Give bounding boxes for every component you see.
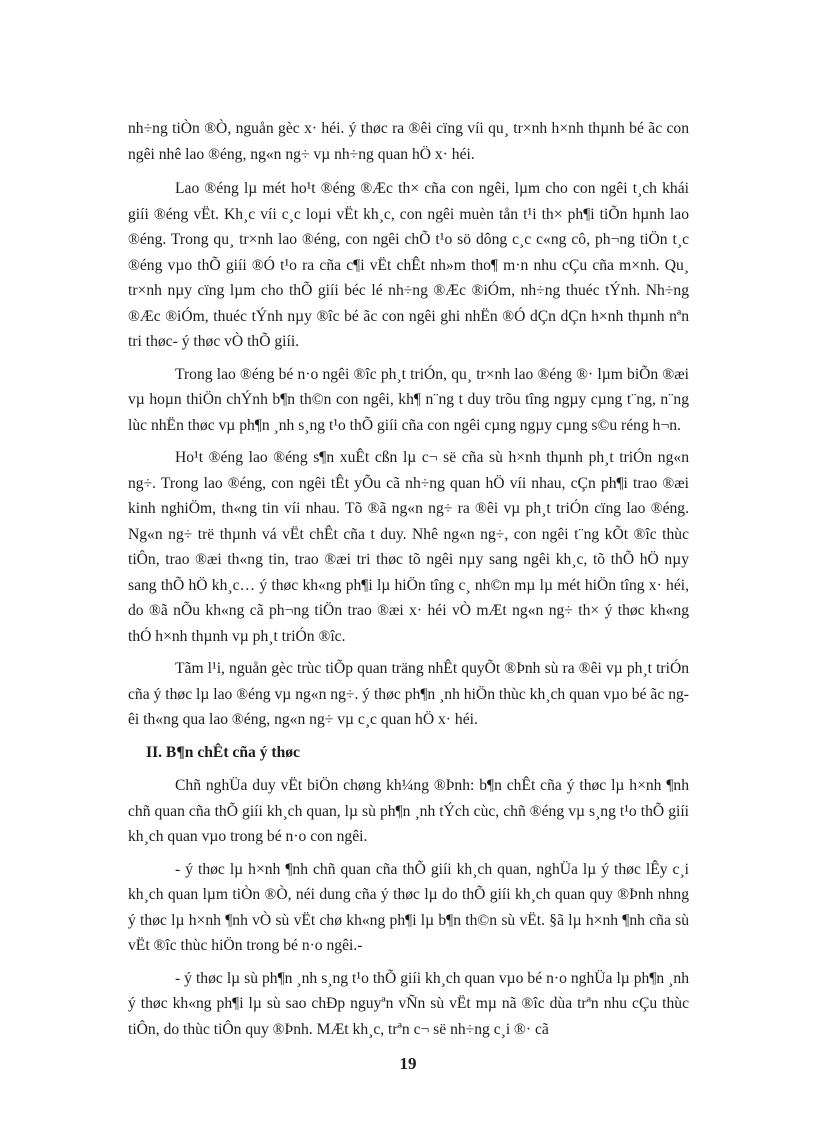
paragraph-6: Chñ nghÜa duy vËt biÖn chøng kh¼ng ®Þnh: b¶n chÊt cña ý thøc lµ h×nh ¶nh chñ quan cña thÕ giíi kh¸ch quan, lµ sù ph¶n ¸nh tÝch cùc, chñ ®éng vµ s¸ng t¹o thÕ giíi kh¸ch quan vµo trong bé n·o con ngêi. (128, 777, 689, 845)
paragraph-2: Lao ®éng lµ mét ho¹t ®éng ®Æc th× cña con ngêi, lµm cho con ngêi t¸ch khái giíi ®éng vËt. Kh¸c víi c¸c loµi vËt kh¸c, con ngêi muèn tån t¹i th× ph¶i tiÕn hµnh lao ®éng. Trong qu¸ tr×nh lao ®éng, con ngêi chÕ t¹o sö dông c¸c c«ng cô, ph¬ng tiÖn t¸c ®éng vµo thÕ giíi ®Ó t¹o ra cña c¶i vËt chÊt nh»m tho¶ m·n nhu cÇu cña m×nh. Qu¸ tr×nh nµy cïng lµm cho thÕ giíi béc lé nh÷ng ®Æc ®iÓm, nh÷ng thuéc tÝnh. Nh÷ng ®Æc ®iÓm, thuéc tÝnh nµy ®îc bé ãc con ngêi ghi nhËn ®Ó dÇn dÇn h×nh thµnh nªn tri thøc- ý thøc vÒ thÕ giíi. (128, 180, 689, 350)
paragraph-8: - ý thøc lµ sù ph¶n ¸nh s¸ng t¹o thÕ giíi kh¸ch quan vµo bé n·o nghÜa lµ ph¶n ¸nh ý thøc kh«ng ph¶i lµ sù sao chÐp nguyªn vÑn sù vËt mµ nã ®îc dùa trªn nhu cÇu thùc tiÔn, do thùc tiÔn quy ®Þnh. MÆt kh¸c, trªn c¬ së nh÷ng c¸i ®· cã (128, 969, 689, 1038)
paragraph-3: Trong lao ®éng bé n·o ngêi ®îc ph¸t triÓn, qu¸ tr×nh lao ®éng ®· lµm biÕn ®æi vµ hoµn thiÖn chÝnh b¶n th©n con ngêi, kh¶ n¨ng t duy trõu tîng ngµy cµng t¨ng, n¨ng lùc nhËn thøc vµ ph¶n ¸nh s¸ng t¹o thÕ giíi cña con ngêi cµng ngµy cµng s©u réng h¬n. (128, 365, 689, 434)
paragraph-4: Ho¹t ®éng lao ®éng s¶n xuÊt cßn lµ c¬ së cña sù h×nh thµnh ph¸t triÓn ng«n ng÷. Trong lao ®éng, con ngêi tÊt yÕu cã nh÷ng quan hÖ víi nhau, cÇn ph¶i trao ®æi kinh nghiÖm, th«ng tin víi nhau. Tõ ®ã ng«n ng÷ ra ®êi vµ ph¸t triÓn cïng lao ®éng. Ng«n ng÷ trë thµnh vá vËt chÊt cña t duy. Nhê ng«n ng÷, con ngêi t¨ng kÕt ®îc thùc tiÔn, trao ®æi th«ng tin, trao ®æi tri thøc tõ ngêi nµy sang ngêi kh¸c, tõ thÕ hÖ nµy sang thÕ hÖ kh¸c… ý thøc kh«ng ph¶i lµ hiÖn tîng c¸ nh©n mµ lµ mét hiÖn tîng x· héi, do ®ã nÕu kh«ng cã ph¬ng tiÖn trao ®æi x· héi vÒ mÆt ng«n ng÷ th× ý thøc kh«ng thÓ h×nh thµnh vµ ph¸t triÓn ®îc. (128, 449, 689, 645)
section-heading: II. B¶n chÊt cña ý thøc (146, 743, 300, 761)
page-number: 19 (399, 1054, 417, 1073)
paragraph-5: Tãm l¹i, nguån gèc trùc tiÕp quan träng nhÊt quyÕt ®Þnh sù ra ®êi vµ ph¸t triÓn cña ý thøc lµ lao ®éng vµ ng«n ng÷. ý thøc ph¶n ¸nh hiÖn thùc kh¸ch quan vµo bé ãc ngêi th«ng qua lao ®éng, ng«n ng÷ vµ c¸c quan hÖ x· héi. (128, 660, 689, 728)
paragraph-7: - ý thøc lµ h×nh ¶nh chñ quan cña thÕ giíi kh¸ch quan, nghÜa lµ ý thøc lÊy c¸i kh¸ch quan lµm tiÒn ®Ò, néi dung cña ý thøc lµ do thÕ giíi kh¸ch quan quy ®Þnh nhng ý thøc lµ h×nh ¶nh vÒ sù vËt chø kh«ng ph¶i lµ b¶n th©n sù vËt. §ã lµ h×nh ¶nh cña sù vËt ®îc thùc hiÖn trong bé n·o ngêi.- (128, 860, 689, 954)
document-body (128, 116, 689, 1049)
paragraph-1: nh÷ng tiÒn ®Ò, nguån gèc x· héi. ý thøc ra ®êi cïng víi qu¸ tr×nh h×nh thµnh bé ãc con ngêi nhê lao ®éng, ng«n ng÷ vµ nh÷ng quan hÖ x· héi. (128, 120, 689, 163)
